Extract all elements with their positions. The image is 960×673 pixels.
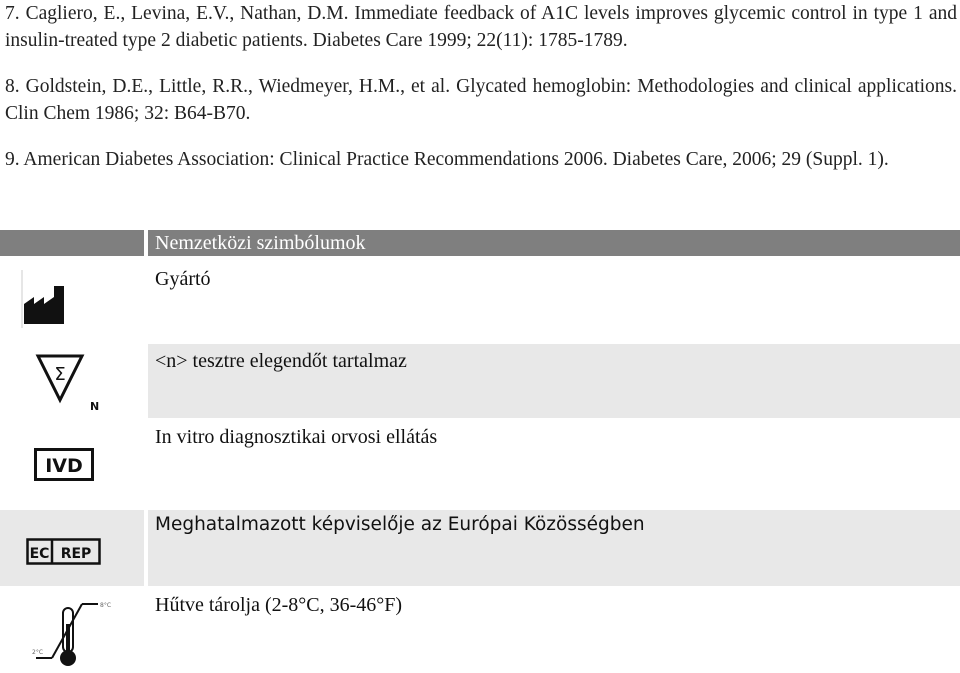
ivd-icon [34, 448, 96, 482]
ivd-text: IVD [45, 455, 83, 477]
rep-text: REP [60, 546, 92, 562]
symbol-label-temperature: Hűtve tárolja (2-8°C, 36-46°F) [155, 594, 403, 616]
reference-7: 7. Cagliero, E., Levina, E.V., Nathan, D.M. Immediate feedback of A1C levels improves glycemic control in type 1 and insulin-treated type 2 diabetic patients. Diabetes Care 1999; 22(11): 1785-1789. [5, 3, 957, 51]
symbols-table-title: Nemzetközi szimbólumok [148, 230, 960, 256]
reference-8: 8. Goldstein, D.E., Little, R.R., Wiedmeyer, H.M., et al. Glycated hemoglobin: Methodologies and clinical applications. Clin Chem 1986; 32: B64-B70. [5, 76, 957, 124]
symbol-row-ivd [0, 422, 960, 502]
symbols-table [0, 230, 960, 656]
svg-text:8°C: 8°C [100, 602, 112, 609]
temperature-limit-icon [30, 598, 120, 670]
svg-text:Σ: Σ [54, 364, 66, 385]
sufficient-for-n-tests-icon [30, 352, 110, 414]
symbol-label-sufficient-for-n: <n> tesztre elegendőt tartalmaz [155, 350, 407, 372]
symbol-cell [0, 256, 144, 340]
symbol-row-temperature [0, 590, 960, 673]
symbol-label-ivd: In vitro diagnosztikai orvosi ellátás [155, 426, 438, 448]
symbol-label-ec-rep: Meghatalmazott képviselője az Európai Közösségben [155, 514, 645, 535]
symbol-row-sufficient-for-n [0, 344, 960, 418]
svg-text:2°C: 2°C [32, 649, 44, 656]
manufacturer-icon [14, 268, 74, 334]
symbol-row-ec-rep [0, 510, 960, 586]
ec-text: EC [29, 546, 50, 562]
reference-9: 9. American Diabetes Association: Clinical Practice Recommendations 2006. Diabetes Care, 2006; 29 (Suppl. 1). [5, 149, 889, 170]
n-letter: N [90, 400, 100, 413]
header-left-cell [0, 230, 144, 256]
symbol-row-manufacturer [0, 256, 960, 340]
symbol-label-manufacturer: Gyártó [155, 268, 211, 290]
references-list [5, 0, 957, 173]
ec-rep-icon [26, 538, 102, 566]
symbols-table-header [0, 230, 960, 256]
